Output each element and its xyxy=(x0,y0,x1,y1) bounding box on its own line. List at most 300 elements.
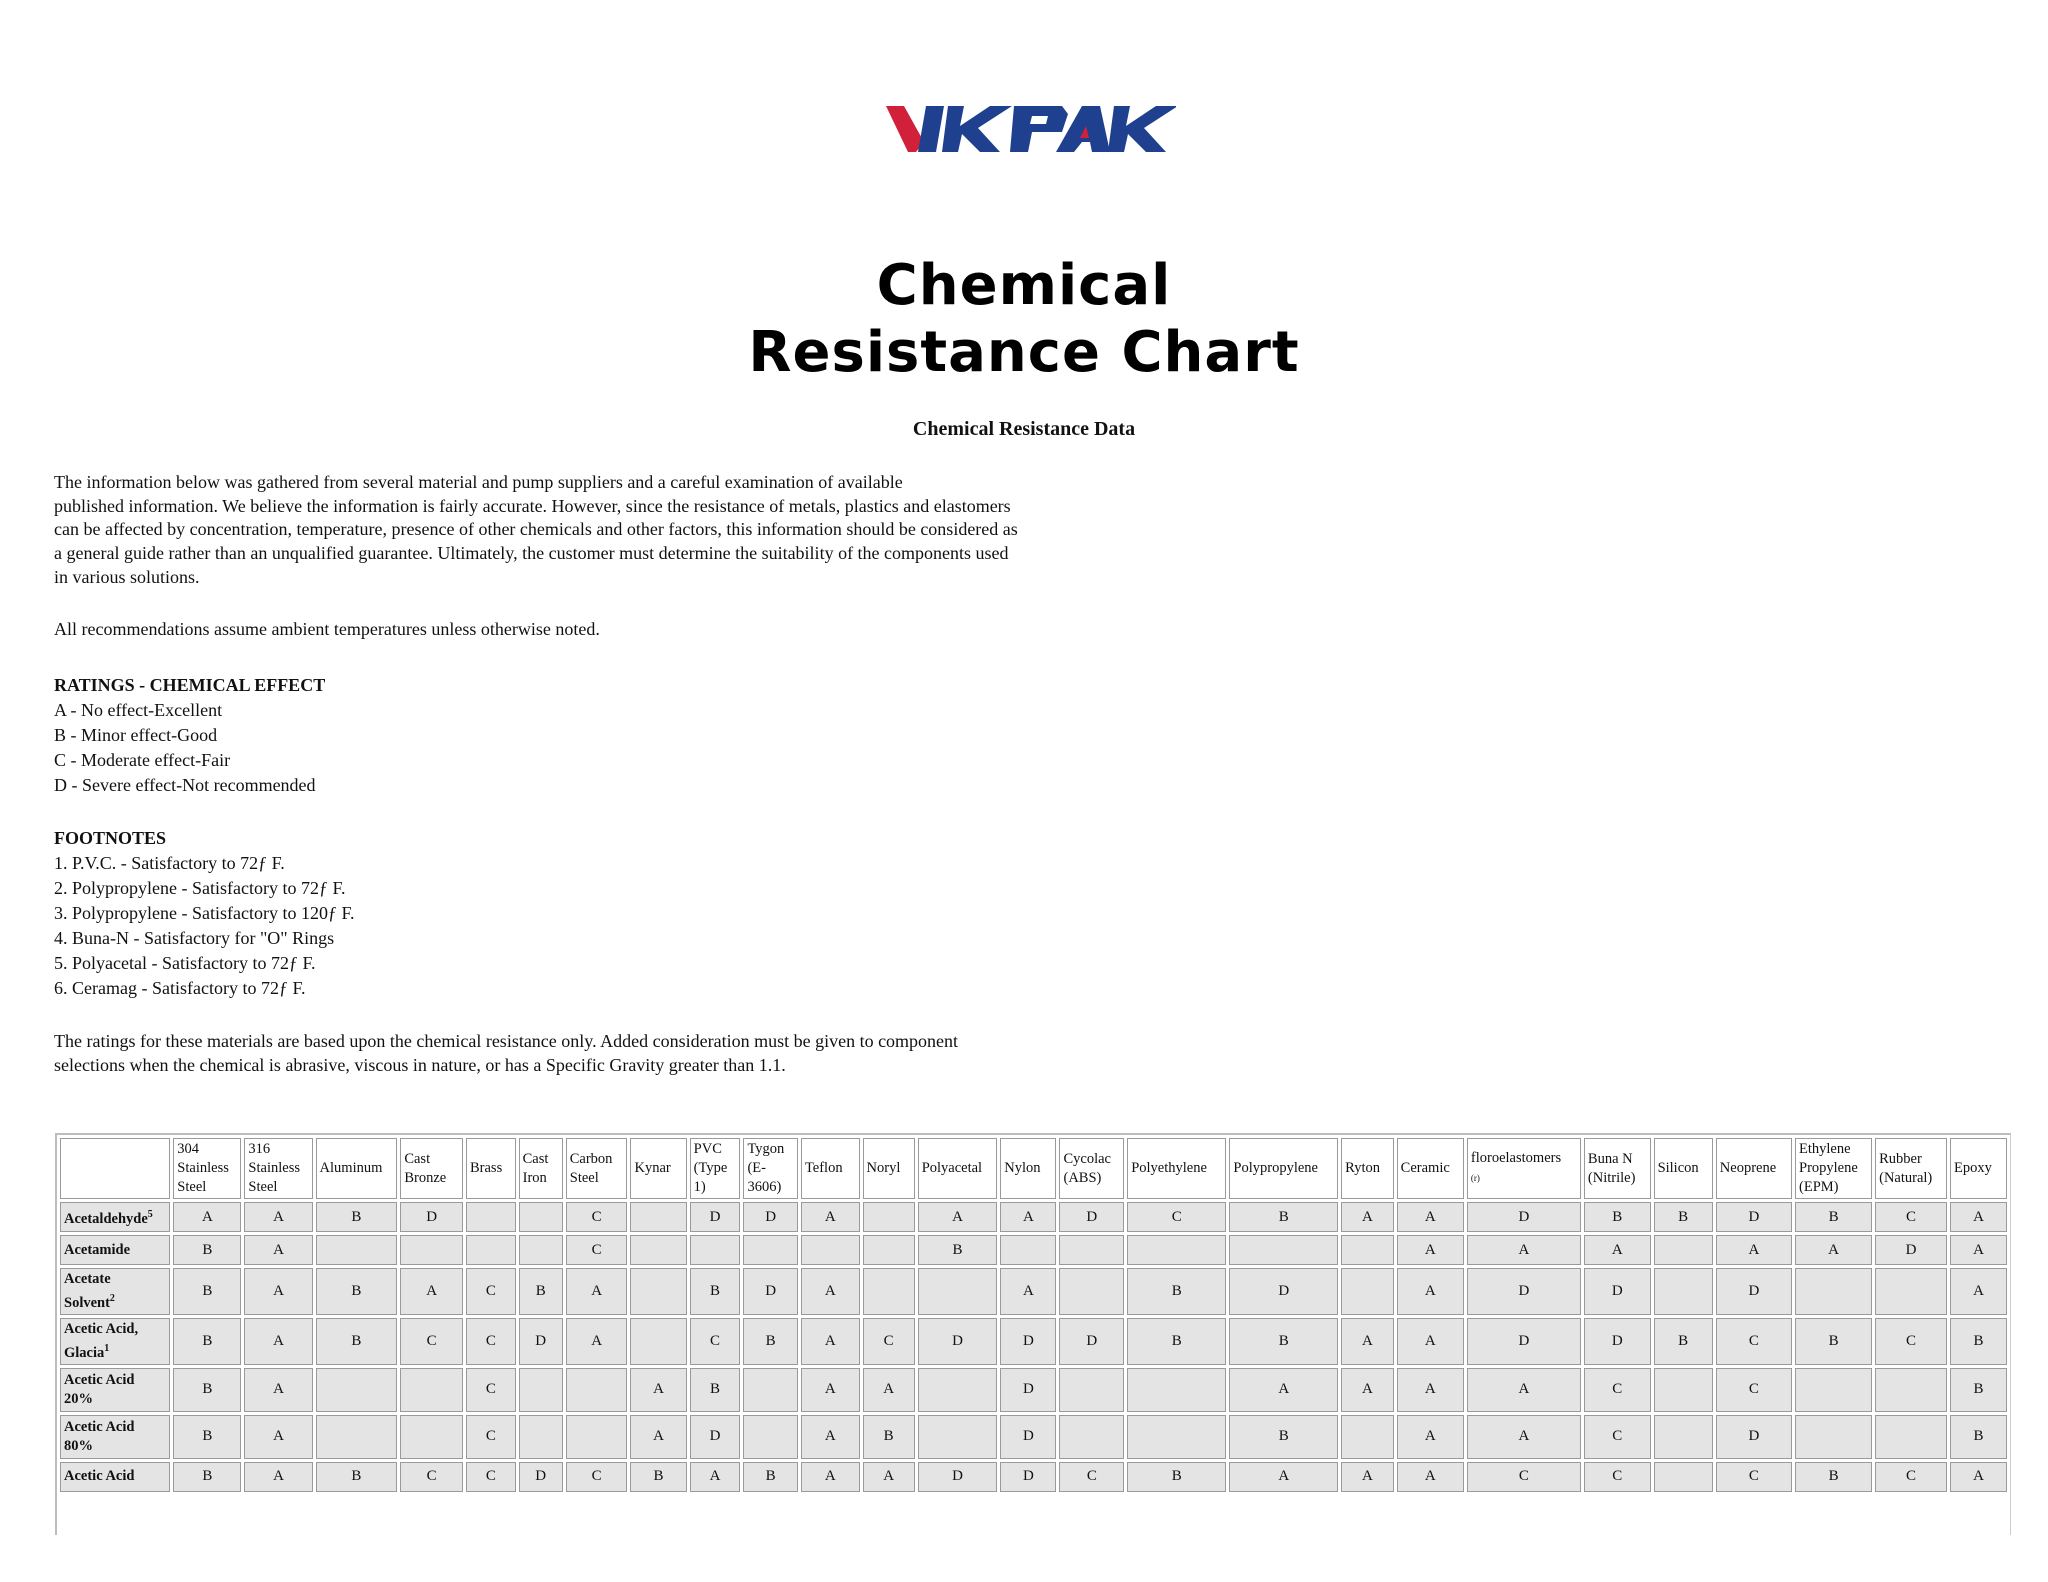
note-line: selections when the chemical is abrasive, viscous in nature, or has a Specific Gravity greater than 1.1. xyxy=(54,1054,786,1075)
rating-cell: D xyxy=(400,1202,463,1232)
rating-cell: A xyxy=(1341,1368,1394,1412)
rating-cell xyxy=(630,1235,686,1265)
table-row xyxy=(60,1268,2007,1315)
column-header-line: Aluminum xyxy=(319,1160,383,1176)
rating-cell xyxy=(519,1202,563,1232)
rating-cell: D xyxy=(1467,1318,1581,1365)
rating-cell: A xyxy=(801,1462,860,1492)
rating-cell xyxy=(1341,1235,1394,1265)
rating-cell xyxy=(1795,1368,1872,1412)
intro-line: published information. We believe the information is fairly accurate. However, since the resistance of metals, plastics and elastomers xyxy=(54,495,1011,516)
rating-cell: D xyxy=(1000,1368,1056,1412)
column-header-line: Kynar xyxy=(634,1160,671,1176)
rating-cell: A xyxy=(1467,1368,1581,1412)
rating-cell xyxy=(690,1235,741,1265)
rating-cell xyxy=(918,1268,998,1315)
rating-cell xyxy=(316,1368,398,1412)
column-header xyxy=(630,1138,686,1199)
chemical-name-line: Solvent xyxy=(64,1294,110,1311)
rating-cell: A xyxy=(244,1415,312,1459)
chemical-name-cell xyxy=(60,1462,170,1492)
rating-cell: C xyxy=(400,1462,463,1492)
column-header-line: Tygon xyxy=(747,1141,785,1157)
rating-cell: B xyxy=(630,1462,686,1492)
table-row xyxy=(60,1415,2007,1459)
rating-cell: B xyxy=(863,1415,915,1459)
rating-item: A - No effect-Excellent xyxy=(54,700,223,720)
intro-line: a general guide rather than an unqualified guarantee. Ultimately, the customer must determine the suitability of the components used xyxy=(54,543,1009,564)
rating-cell: D xyxy=(1059,1318,1124,1365)
rating-cell xyxy=(1229,1235,1338,1265)
rating-cell: B xyxy=(918,1235,998,1265)
rating-cell: A xyxy=(566,1268,628,1315)
column-header xyxy=(566,1138,628,1199)
rating-cell xyxy=(1341,1415,1394,1459)
rating-cell xyxy=(1000,1235,1056,1265)
rating-cell: A xyxy=(1229,1462,1338,1492)
column-header-line: Propylene xyxy=(1799,1160,1858,1176)
rating-cell xyxy=(1059,1235,1124,1265)
column-header-line: Steel xyxy=(569,1169,599,1186)
table-row xyxy=(60,1318,2007,1365)
column-header xyxy=(466,1138,516,1199)
subtitle: Chemical Resistance Data xyxy=(912,418,1136,440)
rating-item: D - Severe effect-Not recommended xyxy=(54,775,316,795)
chemical-name-line: Acetamide xyxy=(64,1241,131,1258)
rating-cell: C xyxy=(466,1268,516,1315)
rating-cell: A xyxy=(173,1202,241,1232)
column-header xyxy=(244,1138,312,1199)
rating-cell xyxy=(630,1268,686,1315)
column-header-line: Polyethylene xyxy=(1131,1160,1207,1176)
rating-cell: B xyxy=(1584,1202,1651,1232)
rating-cell: B xyxy=(1127,1462,1226,1492)
rating-cell: A xyxy=(1341,1202,1394,1232)
rating-cell: C xyxy=(566,1202,628,1232)
column-header-line: Ethylene xyxy=(1799,1141,1851,1157)
column-header-line: (Nitrile) xyxy=(1587,1169,1636,1186)
table-row xyxy=(60,1462,2007,1492)
column-header xyxy=(801,1138,860,1199)
vkpak-logo xyxy=(886,104,1176,154)
footnote-item: 3. Polypropylene - Satisfactory to 120ƒ F. xyxy=(54,903,355,923)
rating-cell: B xyxy=(316,1318,398,1365)
rating-cell: D xyxy=(690,1202,741,1232)
rating-cell: A xyxy=(1950,1235,2007,1265)
rating-cell: C xyxy=(566,1235,628,1265)
rating-cell: B xyxy=(1795,1318,1872,1365)
rating-cell xyxy=(743,1368,798,1412)
column-header-line: Cast xyxy=(404,1150,431,1167)
note-line: The ratings for these materials are based upon the chemical resistance only. Added consideration must be given to component xyxy=(54,1031,959,1051)
table-row xyxy=(60,1235,2007,1265)
rating-cell: D xyxy=(1716,1202,1792,1232)
footnote-item: 2. Polypropylene - Satisfactory to 72ƒ F. xyxy=(54,878,346,898)
rating-cell: A xyxy=(1341,1462,1394,1492)
rating-cell: D xyxy=(918,1318,998,1365)
rating-cell: A xyxy=(690,1462,741,1492)
column-header-line: (EPM) xyxy=(1799,1179,1839,1195)
rating-cell xyxy=(863,1268,915,1315)
rating-cell xyxy=(566,1415,628,1459)
rating-cell: B xyxy=(173,1415,241,1459)
rating-cell: D xyxy=(519,1462,563,1492)
column-header xyxy=(400,1138,463,1199)
column-header xyxy=(863,1138,915,1199)
rating-cell: A xyxy=(1397,1368,1464,1412)
resistance-table xyxy=(57,1135,2010,1495)
chemical-name-line: Acetaldehyde xyxy=(64,1210,148,1227)
footnote-item: 4. Buna-N - Satisfactory for "O" Rings xyxy=(54,928,335,948)
footnotes-section xyxy=(54,826,355,1001)
rating-cell: C xyxy=(1467,1462,1581,1492)
rating-cell: A xyxy=(1397,1202,1464,1232)
footnote-marker: 1 xyxy=(104,1342,110,1354)
rating-cell xyxy=(1127,1368,1226,1412)
rating-cell xyxy=(1875,1268,1947,1315)
rating-cell: B xyxy=(173,1368,241,1412)
rating-cell: A xyxy=(1397,1268,1464,1315)
rating-cell xyxy=(316,1415,398,1459)
table-row xyxy=(60,1202,2007,1232)
rating-cell xyxy=(1654,1462,1713,1492)
rating-cell xyxy=(918,1368,998,1412)
rating-cell xyxy=(863,1235,915,1265)
column-header-line: Silicon xyxy=(1657,1160,1699,1176)
rating-cell: B xyxy=(316,1202,398,1232)
rating-cell: D xyxy=(1467,1202,1581,1232)
column-header xyxy=(1875,1138,1947,1199)
rating-cell xyxy=(1654,1268,1713,1315)
chemical-name-cell xyxy=(60,1268,170,1315)
rating-cell: C xyxy=(1584,1368,1651,1412)
rating-cell: D xyxy=(1000,1318,1056,1365)
rating-cell xyxy=(743,1415,798,1459)
column-header xyxy=(519,1138,563,1199)
rating-cell: A xyxy=(244,1235,312,1265)
column-header-line: Cycolac xyxy=(1063,1150,1111,1167)
rating-cell: A xyxy=(801,1415,860,1459)
rating-item: B - Minor effect-Good xyxy=(54,725,218,745)
rating-cell: B xyxy=(1229,1202,1338,1232)
rating-cell: A xyxy=(1950,1202,2007,1232)
rating-cell: C xyxy=(1059,1462,1124,1492)
ambient-note: All recommendations assume ambient temperatures unless otherwise noted. xyxy=(54,619,600,639)
column-header xyxy=(1341,1138,1394,1199)
rating-cell: D xyxy=(743,1268,798,1315)
column-header xyxy=(1127,1138,1226,1199)
column-header-line: (ABS) xyxy=(1063,1169,1102,1186)
rating-cell: A xyxy=(400,1268,463,1315)
rating-cell: B xyxy=(173,1462,241,1492)
column-header-line: Bronze xyxy=(404,1169,447,1186)
chemical-name-line: 20% xyxy=(64,1390,93,1407)
column-header xyxy=(1654,1138,1713,1199)
column-header xyxy=(1716,1138,1792,1199)
rating-cell: A xyxy=(801,1368,860,1412)
rating-cell: B xyxy=(173,1268,241,1315)
intro-paragraph xyxy=(54,471,1124,590)
ratings-section xyxy=(54,673,325,798)
rating-cell: C xyxy=(1716,1462,1792,1492)
column-header xyxy=(1000,1138,1056,1199)
rating-cell: A xyxy=(1000,1268,1056,1315)
rating-cell xyxy=(519,1235,563,1265)
column-header xyxy=(1397,1138,1464,1199)
column-header xyxy=(1795,1138,1872,1199)
rating-cell: C xyxy=(1584,1462,1651,1492)
rating-cell: A xyxy=(244,1462,312,1492)
page-title xyxy=(0,252,2048,386)
rating-cell: A xyxy=(1397,1318,1464,1365)
column-header xyxy=(173,1138,241,1199)
column-header-line: Rubber xyxy=(1879,1150,1922,1167)
rating-cell: C xyxy=(863,1318,915,1365)
column-header-line: (Type xyxy=(693,1160,728,1176)
column-header-line: Noryl xyxy=(866,1160,901,1176)
rating-cell: D xyxy=(1000,1415,1056,1459)
rating-cell: A xyxy=(1716,1235,1792,1265)
column-header-line: Iron xyxy=(522,1169,547,1186)
intro-line: in various solutions. xyxy=(54,566,200,587)
rating-cell: B xyxy=(173,1318,241,1365)
resistance-table-container xyxy=(55,1133,2011,1535)
rating-cell xyxy=(1654,1415,1713,1459)
rating-cell: D xyxy=(743,1202,798,1232)
column-header-line: Cast xyxy=(522,1150,549,1167)
rating-cell: A xyxy=(1000,1202,1056,1232)
rating-cell: A xyxy=(863,1462,915,1492)
rating-cell: B xyxy=(1950,1368,2007,1412)
chemical-name-cell xyxy=(60,1202,170,1232)
column-header xyxy=(1950,1138,2007,1199)
column-header-line: floroelastomers xyxy=(1470,1150,1562,1166)
column-header-line: 304 xyxy=(177,1141,200,1157)
column-header-line: Buna N xyxy=(1587,1150,1633,1167)
footnote-marker: 5 xyxy=(147,1209,153,1221)
column-header-line: Steel xyxy=(248,1179,278,1195)
footnote-item: 6. Ceramag - Satisfactory to 72ƒ F. xyxy=(54,978,306,998)
rating-cell: A xyxy=(566,1318,628,1365)
rating-cell xyxy=(743,1235,798,1265)
rating-cell: C xyxy=(566,1462,628,1492)
title-line-1: Chemical xyxy=(876,253,1172,318)
rating-cell: C xyxy=(466,1415,516,1459)
rating-cell: D xyxy=(690,1415,741,1459)
rating-cell xyxy=(566,1368,628,1412)
column-header-line: Ceramic xyxy=(1400,1160,1450,1176)
column-header-line: Epoxy xyxy=(1954,1160,1992,1176)
rating-cell: D xyxy=(1716,1268,1792,1315)
rating-cell: B xyxy=(173,1235,241,1265)
rating-cell xyxy=(1654,1368,1713,1412)
rating-item: C - Moderate effect-Fair xyxy=(54,750,231,770)
rating-cell: A xyxy=(1584,1235,1651,1265)
rating-cell: C xyxy=(400,1318,463,1365)
rating-cell: B xyxy=(1127,1318,1226,1365)
column-header-line: Polypropylene xyxy=(1233,1160,1318,1176)
footnotes-heading: FOOTNOTES xyxy=(54,828,167,848)
rating-cell: C xyxy=(1127,1202,1226,1232)
rating-cell: D xyxy=(519,1318,563,1365)
rating-cell: C xyxy=(466,1368,516,1412)
rating-cell xyxy=(1795,1415,1872,1459)
column-header-line: (Natural) xyxy=(1879,1169,1933,1186)
rating-cell: C xyxy=(1875,1318,1947,1365)
rating-cell: C xyxy=(466,1462,516,1492)
chemical-name-line: Acetic Acid, xyxy=(64,1320,139,1337)
column-header-mark: (r) xyxy=(1470,1173,1480,1183)
intro-line: can be affected by concentration, temperature, presence of other chemicals and other factors, this information should be considered as xyxy=(54,519,1018,540)
rating-cell xyxy=(400,1235,463,1265)
column-header-line: 1) xyxy=(693,1179,706,1195)
rating-cell: B xyxy=(519,1268,563,1315)
rating-cell: C xyxy=(1584,1415,1651,1459)
column-header xyxy=(918,1138,998,1199)
rating-cell: A xyxy=(801,1268,860,1315)
rating-cell: C xyxy=(1716,1318,1792,1365)
column-header-line: 3606) xyxy=(747,1179,782,1195)
column-header-line: Brass xyxy=(470,1160,503,1176)
rating-cell: A xyxy=(801,1202,860,1232)
footnote-marker: 2 xyxy=(109,1293,115,1304)
rating-cell: D xyxy=(1584,1318,1651,1365)
column-header-line: Carbon xyxy=(569,1150,613,1167)
rating-cell: A xyxy=(244,1268,312,1315)
table-row xyxy=(60,1368,2007,1412)
rating-cell: B xyxy=(1795,1202,1872,1232)
rating-cell: D xyxy=(1467,1268,1581,1315)
chemical-name-line: Glacia xyxy=(64,1344,105,1361)
rating-cell: A xyxy=(1467,1415,1581,1459)
rating-cell: C xyxy=(1875,1202,1947,1232)
chemical-name-cell xyxy=(60,1415,170,1459)
rating-cell: A xyxy=(1950,1462,2007,1492)
rating-cell: D xyxy=(1716,1415,1792,1459)
rating-cell: C xyxy=(1716,1368,1792,1412)
ratings-heading: RATINGS - CHEMICAL EFFECT xyxy=(54,675,326,695)
rating-cell: C xyxy=(1875,1462,1947,1492)
rating-cell: B xyxy=(1229,1415,1338,1459)
rating-cell xyxy=(630,1202,686,1232)
rating-cell xyxy=(519,1368,563,1412)
footnote-item: 5. Polyacetal - Satisfactory to 72ƒ F. xyxy=(54,953,316,973)
column-header-line: Stainless xyxy=(248,1160,300,1176)
column-header-line: Steel xyxy=(177,1179,207,1195)
rating-cell: C xyxy=(466,1318,516,1365)
column-header xyxy=(1059,1138,1124,1199)
rating-cell xyxy=(1127,1235,1226,1265)
rating-cell: A xyxy=(630,1415,686,1459)
chemical-name-cell xyxy=(60,1235,170,1265)
rating-cell: A xyxy=(630,1368,686,1412)
intro-line: The information below was gathered from several material and pump suppliers and a careful examination of available xyxy=(54,472,903,492)
rating-cell: A xyxy=(1397,1415,1464,1459)
rating-cell: A xyxy=(1795,1235,1872,1265)
rating-cell: B xyxy=(1654,1318,1713,1365)
rating-cell: B xyxy=(1229,1318,1338,1365)
column-header xyxy=(316,1138,398,1199)
rating-cell xyxy=(918,1415,998,1459)
chemical-name-line: Acetic Acid xyxy=(64,1418,135,1435)
rating-cell: A xyxy=(1950,1268,2007,1315)
rating-cell: D xyxy=(1000,1462,1056,1492)
rating-cell: B xyxy=(690,1268,741,1315)
rating-cell xyxy=(1059,1368,1124,1412)
rating-cell xyxy=(1059,1415,1124,1459)
rating-cell: A xyxy=(1467,1235,1581,1265)
footnote-item: 1. P.V.C. - Satisfactory to 72ƒ F. xyxy=(54,853,285,873)
column-header xyxy=(690,1138,741,1199)
rating-cell: A xyxy=(801,1318,860,1365)
rating-cell: C xyxy=(690,1318,741,1365)
rating-cell xyxy=(316,1235,398,1265)
rating-cell: B xyxy=(743,1318,798,1365)
rating-cell: A xyxy=(918,1202,998,1232)
rating-cell: D xyxy=(1229,1268,1338,1315)
chemical-name-line: Acetate xyxy=(64,1271,111,1287)
rating-cell: A xyxy=(244,1318,312,1365)
column-header-line: Stainless xyxy=(177,1160,229,1176)
rating-cell: A xyxy=(244,1368,312,1412)
chemical-name-line: Acetic Acid xyxy=(64,1371,135,1388)
column-header-line: PVC xyxy=(693,1141,722,1157)
chemical-name-line: 80% xyxy=(64,1437,93,1454)
rating-cell xyxy=(466,1235,516,1265)
chemical-name-cell xyxy=(60,1318,170,1365)
rating-cell xyxy=(1341,1268,1394,1315)
rating-cell: B xyxy=(1654,1202,1713,1232)
rating-cell: B xyxy=(690,1368,741,1412)
column-header xyxy=(1467,1138,1581,1199)
rating-cell xyxy=(1875,1368,1947,1412)
rating-cell: B xyxy=(743,1462,798,1492)
chemical-name-cell xyxy=(60,1368,170,1412)
rating-cell: A xyxy=(1397,1462,1464,1492)
column-header-line: Teflon xyxy=(804,1160,843,1176)
rating-cell: B xyxy=(316,1268,398,1315)
rating-cell xyxy=(466,1202,516,1232)
ratings-note xyxy=(54,1030,1094,1077)
rating-cell xyxy=(519,1415,563,1459)
column-header-line: Ryton xyxy=(1345,1160,1381,1176)
rating-cell: B xyxy=(1950,1415,2007,1459)
rating-cell: B xyxy=(1795,1462,1872,1492)
header-corner-cell xyxy=(60,1138,170,1199)
rating-cell: A xyxy=(863,1368,915,1412)
column-header-line: 316 xyxy=(248,1141,271,1157)
rating-cell xyxy=(1654,1235,1713,1265)
rating-cell xyxy=(1127,1415,1226,1459)
title-line-2: Resistance Chart xyxy=(748,320,1300,385)
rating-cell xyxy=(863,1202,915,1232)
column-header-line: (E- xyxy=(747,1160,766,1176)
rating-cell: D xyxy=(918,1462,998,1492)
rating-cell xyxy=(1059,1268,1124,1315)
rating-cell: D xyxy=(1059,1202,1124,1232)
table-header-row xyxy=(60,1138,2007,1199)
rating-cell: B xyxy=(1950,1318,2007,1365)
column-header xyxy=(1229,1138,1338,1199)
column-header-line: Neoprene xyxy=(1719,1160,1777,1176)
rating-cell xyxy=(400,1368,463,1412)
rating-cell xyxy=(400,1415,463,1459)
rating-cell xyxy=(801,1235,860,1265)
rating-cell: A xyxy=(1341,1318,1394,1365)
rating-cell xyxy=(1875,1415,1947,1459)
rating-cell: B xyxy=(1127,1268,1226,1315)
column-header-line: Nylon xyxy=(1004,1160,1041,1176)
